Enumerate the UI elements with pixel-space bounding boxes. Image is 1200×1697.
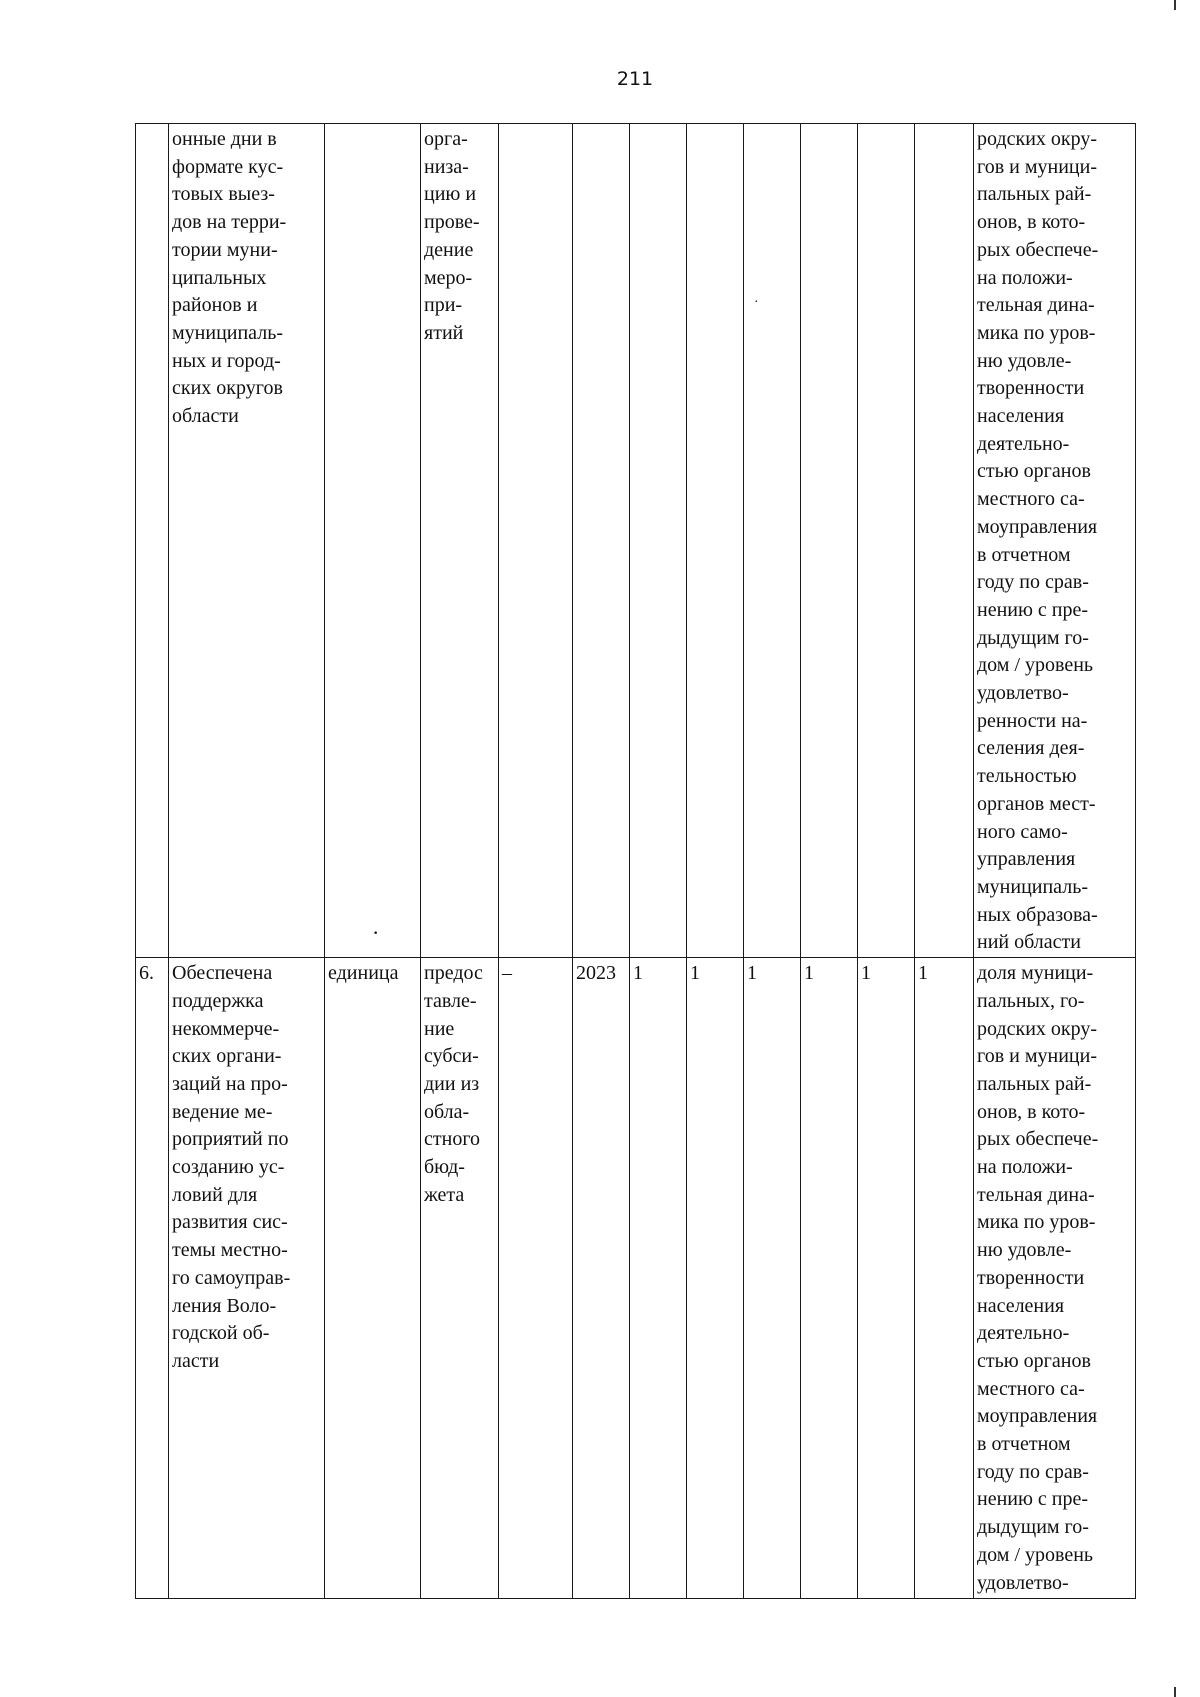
cell-type: орга- низа- цию и прове- дение меро- при- ятий: [421, 124, 499, 958]
cell-value: [744, 124, 801, 958]
scan-mark: [1174, 1687, 1176, 1697]
page-number: 211: [616, 68, 654, 90]
scan-mark: [1174, 0, 1176, 10]
scan-dot: ·: [372, 920, 380, 945]
cell-name: онные дни в формате кус- товых выез- дов на терри- тории муни- ципальных районов и муниципаль- ных и город- ских округов области: [169, 124, 325, 958]
cell-value: [801, 124, 858, 958]
indicators-table: [135, 123, 1136, 1599]
cell-num: [136, 124, 169, 958]
cell-value: [630, 124, 687, 958]
cell-value: [687, 124, 744, 958]
cell-indicator: доля муници- пальных, го- родских окру- гов и муници- пальных рай- онов, в кото- рых обеспече- на положи- тельная дина- мика по уров- ню удовле- творенности населения деятельно- стью органов местного са- моуправления в отчетном году по срав- нению с пре- дыдущим го- дом / уровень удовлетво-: [974, 958, 1136, 1599]
cell-year: 2023: [573, 958, 630, 1599]
table-row: [136, 958, 1136, 1599]
cell-unit: единица: [325, 958, 421, 1599]
table-row: [136, 124, 1136, 958]
cell-value: 1: [687, 958, 744, 1599]
cell-base: –: [499, 958, 573, 1599]
cell-value: [915, 124, 974, 958]
cell-base: [499, 124, 573, 958]
cell-value: 1: [915, 958, 974, 1599]
cell-year: [573, 124, 630, 958]
cell-name: Обеспечена поддержка некоммерче- ских органи- заций на про- ведение ме- роприятий по созданию ус- ловий для развития сис- темы местно- го самоуправ- ления Воло- годской об- ласти: [169, 958, 325, 1599]
cell-value: 1: [801, 958, 858, 1599]
cell-value: 1: [858, 958, 915, 1599]
cell-value: 1: [630, 958, 687, 1599]
cell-unit: [325, 124, 421, 958]
cell-value: 1: [744, 958, 801, 1599]
cell-value: [858, 124, 915, 958]
cell-num: 6.: [136, 958, 169, 1599]
scan-dot: ·: [754, 295, 759, 310]
cell-type: предос тавле- ние субси- дии из обла- стного бюд- жета: [421, 958, 499, 1599]
cell-indicator: родских окру- гов и муници- пальных рай- онов, в кото- рых обеспече- на положи- тельная дина- мика по уров- ню удовле- творенности населения деятельно- стью органов местного са- моуправления в отчетном году по срав- нению с пре- дыдущим го- дом / уровень удовлетво- ренности на- селения дея- тельностью органов мест- ного само- управления муниципаль- ных образова- ний области: [974, 124, 1136, 958]
